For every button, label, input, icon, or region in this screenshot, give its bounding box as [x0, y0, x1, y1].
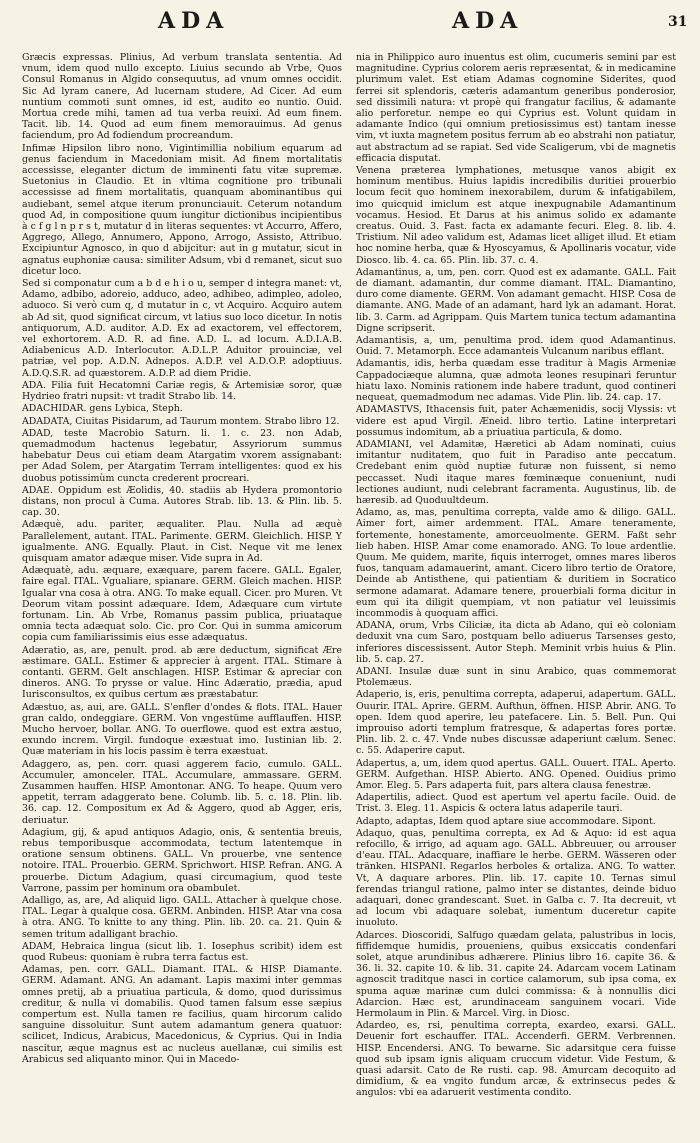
dictionary-entry: ADAMASTVS, Ithacensis fuit, pater Achæmenidis, socij Vlyssis: vt videre est apud Virgil. Æneid. libro tertio. Latine interpretari possumus indomitum, ab a priuatiua particula, & domo. [356, 404, 676, 438]
dictionary-entry: Adamas, pen. corr. GALL. Diamant. ITAL. & HISP. Diamante. GERM. Adamant. ANG. An adamant. Lapis maximi inter gemmas omnes pretij, ab a priuatiua particula, & domo, quod durissimus creditur, & nulla vi domabilis. Quod tamen falsum esse sæpius compertum est. Nulla tamen re facilius, quam hircorum calido sanguine dissoluitur. Sunt autem adamantum genera quatuor: scilicet, Indicus, Arabicus, Macedonicus, & Cyprius. Qui in India nascitur, æque magnus est ac nucleus auellanæ, cui similis est Arabicus sed aliquanto minor. Qui in Macedo- [22, 964, 342, 1065]
dictionary-entry: Græcis expressas. Plinius, Ad verbum translata sententia. Ad vnum, idem quod nullo excepto. Liuius secundo ab Vrbe, Quos Consul Romanus in Algido consequutus, ad vnum omnes occidit. Sic Ad lyram canere, Ad lucernam studere, Ad Cicer. Ad eum nuntium commoti sunt omnes, id est, audito eo nuntio. Ouid. Mortua crede mihi, tamen ad tua verba reuixi. Ad eum finem. Tacit. lib. 14. Quod ad eum finem memorauimus. Ad genus faciendum, pro Ad fodiendum procreandum. [22, 52, 342, 142]
dictionary-entry: ADAMIANI, vel Adamitæ, Hæretici ab Adam nominati, cuius imitantur nuditatem, quo fuit in Paradiso ante peccatum. Credebant enim quòd nuptiæ futuræ non fuissent, si nemo peccasset. Nudi itaque mares fœminæque conueniunt, nudi lectiones audiunt, nudi celebrant facramenta. Augustinus, lib. de hæresib. ad Quoduultdeum. [356, 438, 676, 506]
dictionary-entry: Adapto, adaptas, Idem quod aptare siue accommodare. Sipont. [356, 815, 656, 827]
right-column [356, 52, 676, 1134]
dictionary-entry: Adaggero, as, pen. corr. quasi aggerem facio, cumulo. GALL. Accumuler, amonceler. ITAL. Accumulare, ammassare. GERM. Zusammen hauffen. HISP. Amontonar. ANG. To heape. Quum vero appetit, terram adaggerato bene. Columb. lib. 5. c. 18. Plin. lib. 36. cap. 12. Compositum ex Ad & Aggero, quod ab Agger, eris, deriuatur. [22, 758, 342, 826]
dictionary-entry: ADAM, Hebraica lingua (sicut lib. 1. Iosephus scribit) idem est quod Rubeus: quoniam è rubra terra factus est. [22, 940, 342, 964]
dictionary-entry: Adardeo, es, rsi, penultima correpta, exardeo, exarsi. GALL. Deuenir fort eschauffer. ITAL. Accenderfi. GERM. Verbrennen. HISP. Encendersi. ANG. To bewarne. Sic adarsitque cera fuisse quod sub ipsam ignis aliquam cruccum videtur. Vide Festum, & quasi adarsit. Cato de Re rusti. cap. 98. Amurcam decoquito ad dimidium, & ea vngito fundum arcæ, & extrinsecus pedes & angulos: vbi ea adaruerit vestimenta condito. [356, 1020, 676, 1099]
header-left-word: ADA [158, 8, 230, 34]
dictionary-entry: Adæratio, as, are, penult. prod. ab ære deductum, significat Ære æstimare. GALL. Estimer & apprecier à argent. ITAL. Stimare à contanti. GERM. Gelt anschlagen. HISP. Estimar & apreciar con dineros. ANG. To prysse or value. Hinc Adæratio, prædia, apud Iurisconsultos, ex quibus certum æs præstabatur. [22, 644, 342, 701]
running-header [0, 8, 700, 38]
dictionary-entry: nia in Philippico auro inuentus est olim, cucumeris semini par est magnitudine. Cyprius colorem aeris repræsentat, & in medicamine plurimum valet. Est etiam Adamas cognomine Siderites, quod ferrei sit splendoris, cæteris adamantum generibus ponderosior, sed dissimili natura: vt propè qui frangatur facilius, & adamante alio perforetur. nempe eo qui Cyprius est. Volunt quidam in adamante Indico (qui omnium pretiosissimus est) tantam inesse vim, vt iuxta magnetem positus ferrum ab eo abstrahi non patiatur, aut abstractum ad se rapiat. Sed vide Scaligerum, vbi de magnetis efficacia disputat. [356, 52, 676, 164]
dictionary-entry: Venena præterea lymphationes, metusque vanos abigit ex hominum mentibus. Huius lapidis incredibilis duritiei prouerbio locum fecit quo hominem inexorabilem, durum & infatigabilem, imo quicquid imiclum est atque inexpugnabile Adamantinum vocamus. Hesiod. Et Darus at his animus solido ex adamante creatus. Ouid. 3. Fast. facta ex adamante fecuri. Eleg. 8. lib. 4. Tristium. Nil adeo validum est, Adamas licet alliget illud. Et etiam hoc nomine herba, quæ & Hyoscyamus, & Apollinaris vocatur, vide Diosco. lib. 4. ca. 65. Plin. lib. 37. c. 4. [356, 165, 676, 266]
dictionary-entry: Adaperio, is, eris, penultima correpta, adaperui, adapertum. GALL. Ouurir. ITAL. Aprire. GERM. Aufthun, öffnen. HISP. Abrir. ANG. To open. Idem quod aperire, leu patefacere. Lin. 5. Bell. Pun. Qui improuiso adorti templum fratresque, & adapertas fores portæ. Plin. lib. 2. c. 47. Vnde nubes discussæ adaperiunt cælum. Senec. c. 55. Adaperire caput. [356, 689, 676, 757]
dictionary-entry: Adapertus, a, um, idem quod apertus. GALL. Ouuert. ITAL. Aperto. GERM. Aufgethan. HISP. Abierto. ANG. Opened. Ouidius primo Amor. Eleg. 5. Pars adaperta fuit, pars altera clausa fenestræ. [356, 757, 676, 791]
dictionary-entry: Adalligo, as, are, Ad aliquid ligo. GALL. Attacher à quelque chose. ITAL. Legar à qualque cosa. GERM. Anbinden. HISP. Atar vna cosa à otra. ANG. To knitte to any thing. Plin. lib. 20. ca. 21. Quin & semen tritum adalligant brachio. [22, 895, 342, 940]
dictionary-entry: ADAD, teste Macrobio Saturn. li. 1. c. 23. non Adab, quemadmodum hactenus legebatur, Assyriorum summus habebatur Deus cui etiam deam Atargatim vxorem assignabant: per Adad Solem, per Atargatim Terram intelligentes: quod ex his duobus potissimùm cuncta crederent procreari. [22, 427, 342, 484]
dictionary-entry: Adæstuo, as, aui, are. GALL. S'enfler d'ondes & flots. ITAL. Hauer gran caldo, ondeggiare. GERM. Von vngestüme aufflauffen. HISP. Mucho hervoer, bollar. ANG. To ouerflowe. quod est extra æstuo, exundo increm. Virgil. fundoque exæstuat imo. Iustinian lib. 2. Quæ materiam in his locis passim è terra exæstuat. [22, 701, 342, 758]
dictionary-entry: ADA. Filia fuit Hecatomni Cariæ regis, & Artemisiæ soror, quæ Hydrieo fratri nupsit: vt tradit Strabo lib. 14. [22, 379, 342, 403]
dictionary-entry: ADADATA, Ciuitas Pisidarum, ad Taurum montem. Strabo libro 12. [22, 415, 340, 427]
dictionary-entry: Adagium, gij, & apud antiquos Adagio, onis, & sententia breuis, rebus temporibusque accommodata, tectum latentemque in oratione sensum obtinens. GALL. Vn prouerbe, vne sentence notoire. ITAL. Prouerbio. GERM. Sprichwort. HISP. Refran. ANG. A prouerbe. Dictum Adagium, quasi circumagium, quod teste Varrone, passim per hominum ora obambulet. [22, 826, 342, 894]
dictionary-entry: Adamantis, idis, herba quædam esse traditur à Magis Armeniæ Cappadociæque alumna, quæ admota leones resupinari feruntur hiatu laxo. Nominis rationem inde habere tradunt, quod contineri nequeat, quemadmodum nec adamas. Vide Plin. lib. 24. cap. 17. [356, 358, 676, 404]
dictionary-entry: ADAE. Oppidum est Æolidis, 40. stadiis ab Hydera promontorio distans, non procul à Cuma. Autores Strab. lib. 13. & Plin. lib. 5. cap. 30. [22, 484, 342, 519]
dictionary-entry: Adamantinus, a, um, pen. corr. Quod est ex adamante. GALL. Fait de diamant. adamantin, dur comme diamant. ITAL. Diamantino, duro come diamente. GERM. Von adamant gemacht. HISP. Cosa de diamante. ANG. Made of an adamant, hard lyk an adamant. Horat. lib. 3. Carm. ad Agrippam. Quis Martem tunica tectum adamantina Digne scripserit. [356, 266, 676, 334]
dictionary-entry: Infimæ Hipsilon libro nono, Vigintimillia nobilium equarum ad genus faciendum in Macedoniam misit. Ad finem mortalitatis accessisse, eleganter dictum de imminenti fatu vitæ supremæ. Suetonius in Claudio. Et in vltima cognitione pro tribunali accessisse ad finem mortalitatis, quanquam abominantibus qui audiebant, semel atque iterum pronunciauit. Ceterum notandum quod Ad, in compositione quum iungitur dictionibus incipientibus à c f g l n p r s t, mutatur d in literas sequentes: vt Accurro, Affero, Aggrego, Allego, Annumero, Appono, Arrogo, Assisto, Attribuo. Excipiuntur Agnosco, in quo d abijcitur: aut in g mutatur, sicut in agnatus euphoniæ causa: similiter Adsum, vbi d remanet, sicut suo dicetur loco. [22, 142, 342, 277]
dictionary-entry: Adæquè, adu. pariter, æqualiter. Plau. Nulla ad æquè Parallelement, autant. ITAL. Parimente. GERM. Gleichlich. HISP. Y igualmente. ANG. Equally. Plaut. in Cist. Neque vit me lenex quisquam amator adæque miser. Vide supra in Ad. [22, 519, 342, 564]
dictionary-entry: Sed si componatur cum a b d e h i o u, semper d integra manet: vt, Adamo, adbibo, adoreio, adduco, adeo, adhibeo, adimpleo, adoleo, aduoco. Si verò cum q, d mutatur in c, vt Acquiro. Acquiro autem ab Ad sit, quod significat circum, vt latius suo loco dicetur. In notis antiquorum, A.D. auditor. A.D. Ex ad exactorem, vel effectorem, vel exhortorem. A.D. R. ad fine. A.D. L. ad locum. A.D.I.A.B. Adiabenicus A.D. Interlocutor. A.D.L.P. Aduitor prouinciæ, vel patriæ, vel pop. A.D.N. Adnepos. A.D.P. vel A.D.O.P. adoptiuus. A.D.Q.S.R. ad quæstorem. A.D.P. ad diem Pridie. [22, 278, 342, 379]
dictionary-entry: Adapertilis, adiect. Quod est apertum vel apertu facile. Ouid. de Trist. 3. Eleg. 11. Aspicis & octera latus adaperile tauri. [356, 792, 676, 815]
dictionary-entry: Adarces. Dioscoridi, Salfugo quædam gelata, palustribus in locis, fiffidemque humidis, proueniens, quibus exsiccatis condenfari solet, atque arundinibus adhærere. Plinius libro 16. capite 36. & 36. li. 32. capite 10. & lib. 31. capite 24. Adarcam vocem Latinam agnoscit traditque nasci in cortice calamorum, sub ipsa coma, ex spuma aquæ marinæ cum dulci commissa: & à nonnullis dici Adarcion. Hæc est, arundinaceam sanguinem vocari. Vide Hermolaum in Plin. & Marcel. Virg. in Diosc. [356, 929, 676, 1020]
left-column [22, 52, 342, 1134]
dictionary-entry: Adaquo, quas, penultima correpta, ex Ad & Aquo: id est aqua refocillo, & irrigo, ad aquam ago. GALL. Abbreuuer, ou arrouser d'eau. ITAL. Adacquare, inaffiare le herbe. GERM. Wässeren oder tränken. HISPANI. Regarlos herboles & ortaliza. ANG. To watter. Vt, A daquare arbores. Plin. lib. 17. capite 10. Ternas simul ferendas triangul ratione, palmo inter se distantes, deinde biduo adaquari, donec grandescant. Suet. in Galba c. 7. Ita decreuit, vt ad locum vbi adaquare solebat, iumentum duceretur capite inuoluto. [356, 827, 676, 929]
dictionary-entry: ADANA, orum, Vrbs Ciliciæ, ita dicta ab Adano, qui eò coloniam deduxit vna cum Saro, postquam bello adiuerus Tarsenses gesto, inferiores discessissent. Autor Steph. Meminit vrbis huius & Plin. lib. 5. cap. 27. [356, 620, 676, 665]
header-right-word: ADA [452, 8, 524, 34]
dictionary-entry: Adamo, as, mas, penultima correpta, valde amo & diligo. GALL. Aimer fort, aimer ardemment. ITAL. Amare teneramente, fortemente, honestamente, amorceuolmente. GERM. Faßt sehr lieb haben. HISP. Amar come enamorado. ANG. To loue ardentlie. Quum. Me quidem, marite, fiquis interroget, omnes mares liberos fuos, tanquam adamauerint, amant. Cicero libro tertio de Oratore, Deinde ab Antisthene, qui patientiam & duritiem in Socratico sermone adamarat. Adamare tenere, prouerbiali forma dicitur in eum qui ita diligit quempiam, vt non patiatur vel leuissimis incommodis à quoquam affici. [356, 507, 676, 619]
dictionary-entry: Adamantisis, a, um, penultima prod. idem quod Adamantinus. Ouid. 7. Metamorph. Ecce adamanteis Vulcanum naribus efflant. [356, 335, 676, 358]
dictionary-entry: ADANI. Insulæ duæ sunt in sinu Arabico, quas commemorat Ptolemæus. [356, 665, 676, 689]
dictionary-entry: Adæquatè, adu. æquare, exæquare, parem facere. GALL. Egaler, faire egal. ITAL. Vgualiare, spianare. GERM. Gleich machen. HISP. Igualar vna cosa à otra. ANG. To make equall. Cicer. pro Muren. Vt Deorum vitam possint adæquare. Idem, Adæquare cum virtute fortunam. Lin. Ab Vrbe, Romanus passim publica, priuataque omnia tecta adæquat solo. Cic. pro Cor. Qui in summa amicorum copia cum familiarissimis eius esse adæquatus. [22, 565, 342, 644]
page-number: 31 [668, 14, 688, 30]
dictionary-entry: ADACHIDAR. gens Lybica, Steph. [22, 403, 183, 415]
